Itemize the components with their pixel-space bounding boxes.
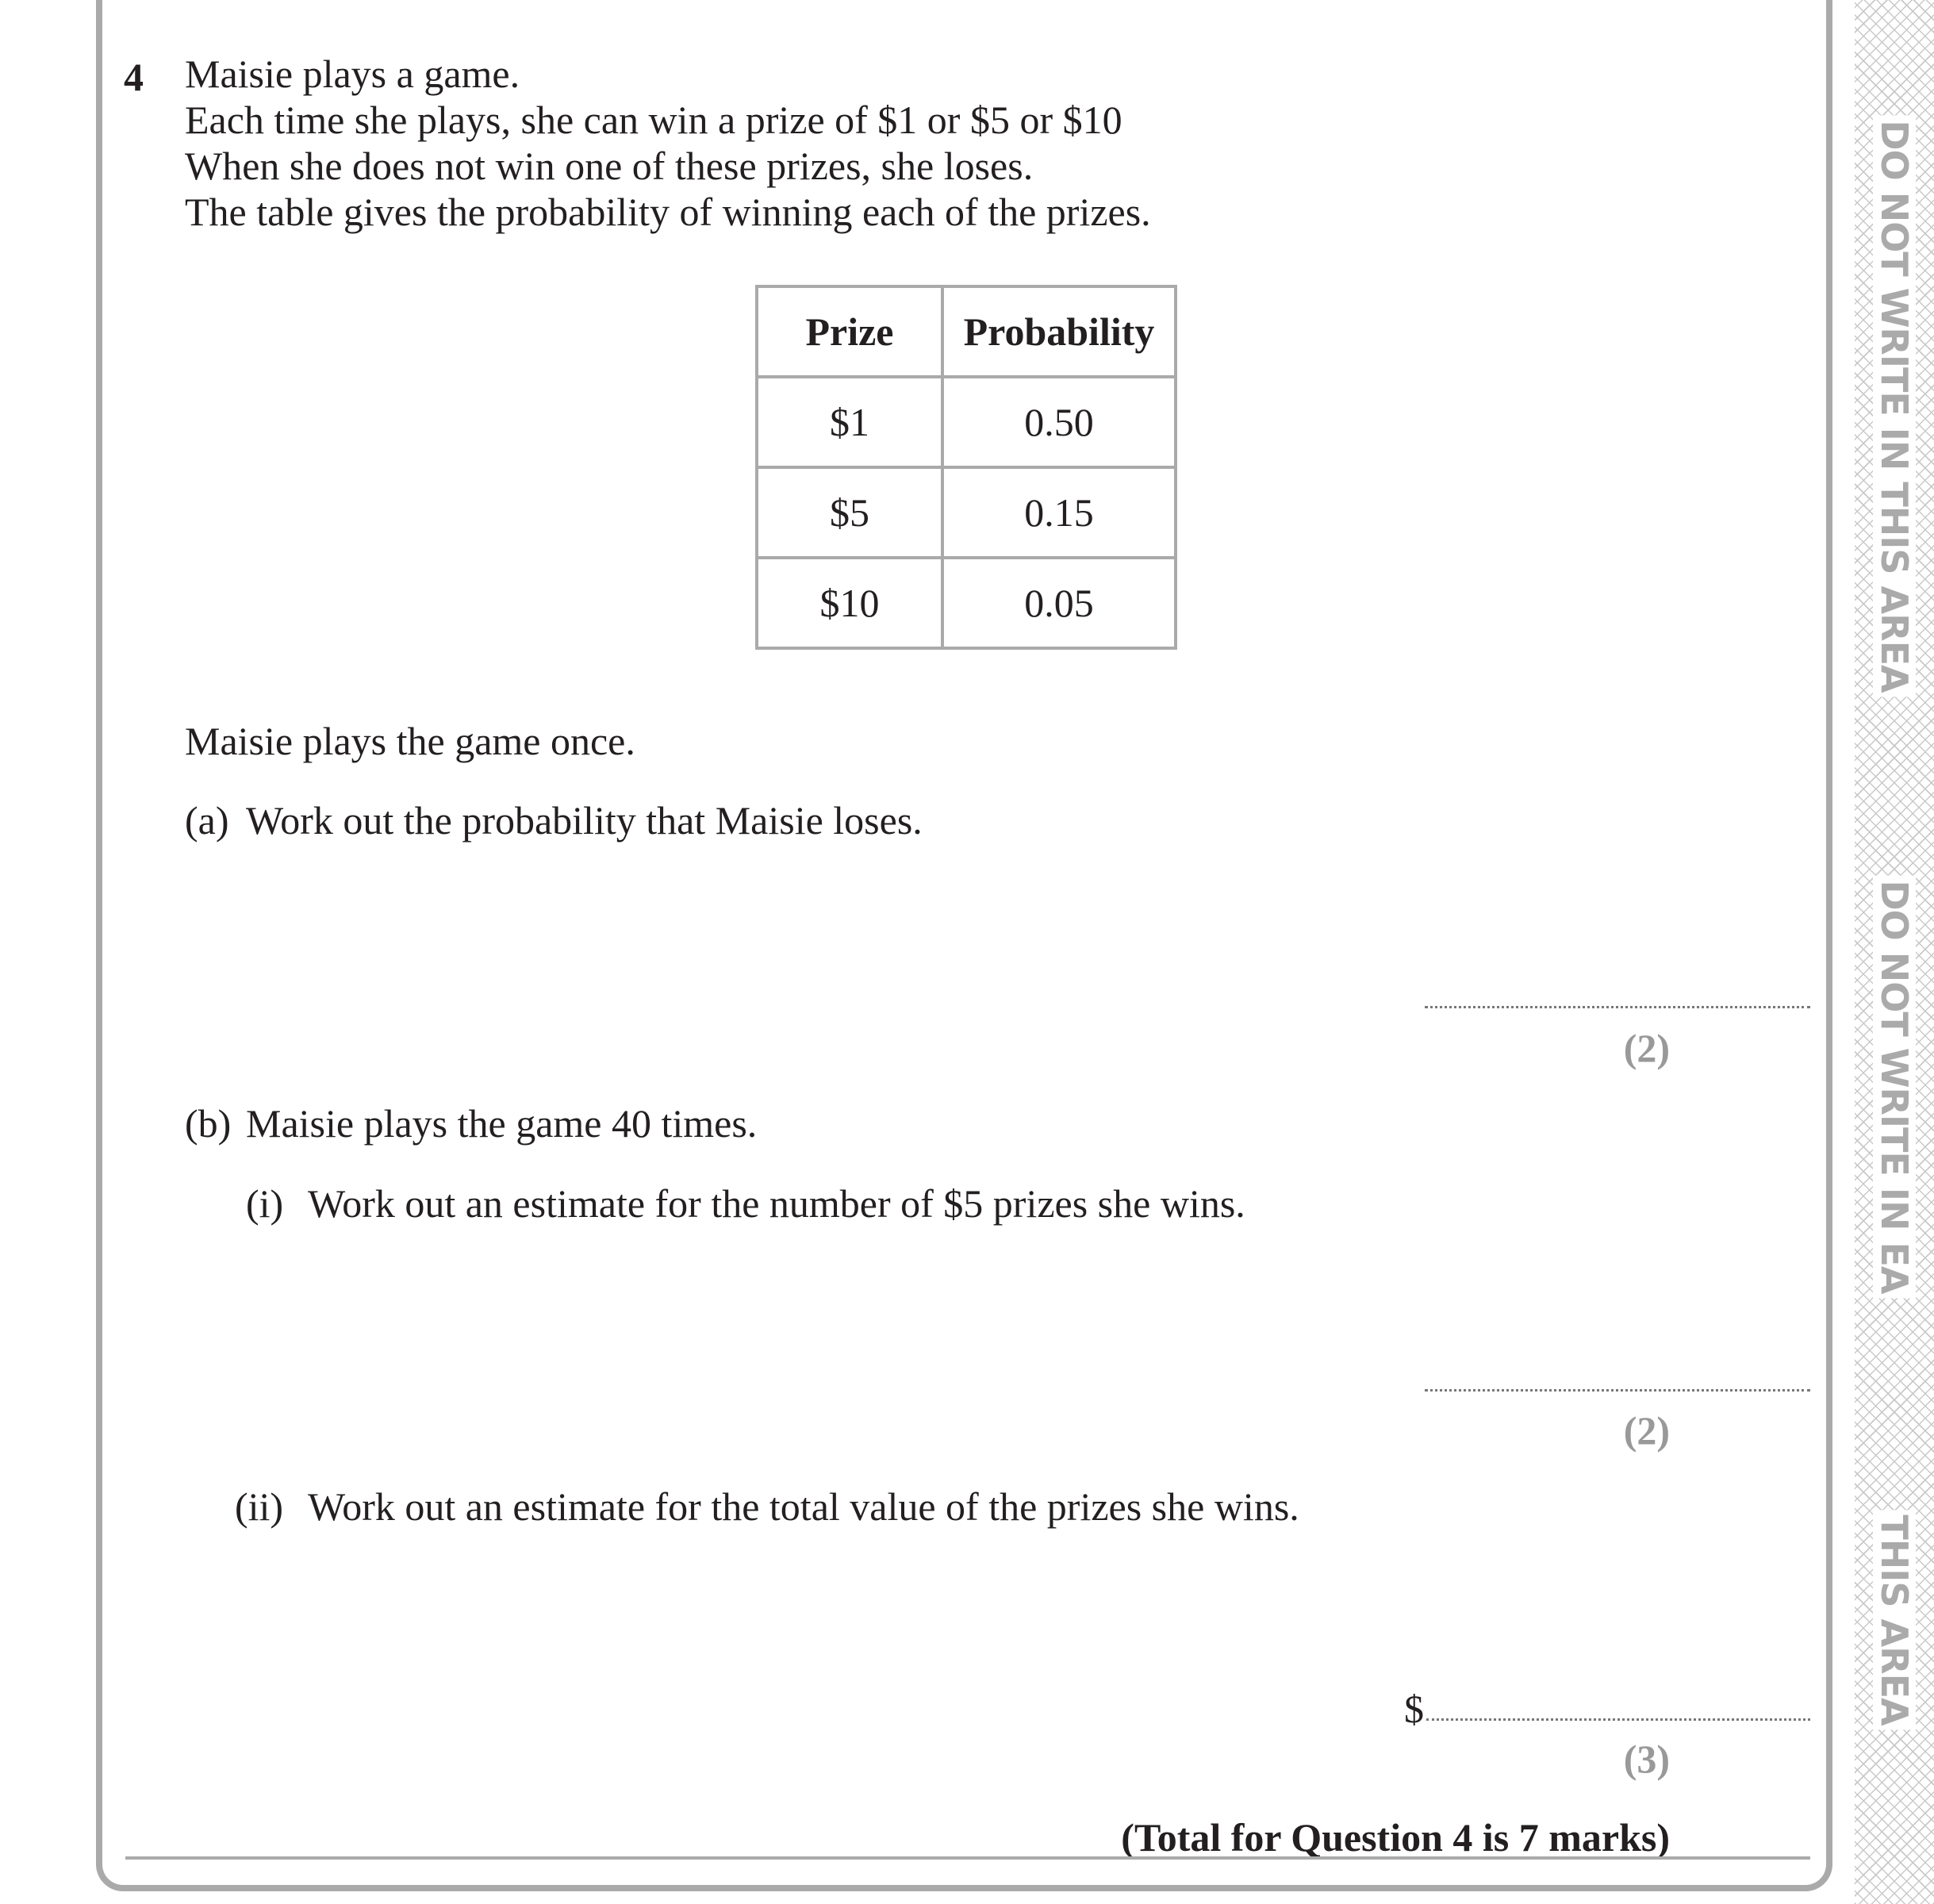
marks-a: (2) (1623, 1026, 1670, 1070)
table-row (757, 558, 1176, 648)
part-b-i-label: (i) (246, 1181, 284, 1226)
prize-cell: $1 (757, 377, 942, 467)
margin-warning-middle: DO NOT WRITE IN EA (1873, 875, 1916, 1298)
header-probability: Probability (942, 286, 1176, 377)
table-row (757, 467, 1176, 558)
page-border (96, 0, 1832, 1891)
intro-line-1: Maisie plays a game. (185, 52, 520, 96)
part-b-i-text: Work out an estimate for the number of $5 prizes she wins. (308, 1181, 1245, 1226)
intro-line-4: The table gives the probability of winning each of the prizes. (185, 190, 1151, 234)
part-b-text: Maisie plays the game 40 times. (246, 1101, 758, 1146)
prize-cell: $5 (757, 467, 942, 558)
question-number: 4 (124, 55, 144, 99)
prize-probability-table (755, 285, 1177, 650)
part-b-ii-text: Work out an estimate for the total value of the prizes she wins. (308, 1484, 1299, 1529)
part-a-text: Work out the probability that Maisie loses. (246, 798, 923, 843)
part-b-label: (b) (185, 1101, 232, 1146)
intro-line-3: When she does not win one of these prizes, she loses. (185, 144, 1034, 188)
prize-cell: $10 (757, 558, 942, 648)
answer-prefix-dollar: $ (1404, 1687, 1424, 1731)
table-row (757, 377, 1176, 467)
bottom-rule (125, 1856, 1810, 1860)
probability-cell: 0.15 (942, 467, 1176, 558)
table-header-row (757, 286, 1176, 377)
answer-line-b-ii[interactable] (1426, 1718, 1810, 1721)
answer-line-a[interactable] (1425, 1006, 1810, 1008)
part-a-label: (a) (185, 798, 229, 843)
answer-line-b-i[interactable] (1425, 1389, 1810, 1392)
intro-line-2: Each time she plays, she can win a prize of $1 or $5 or $10 (185, 98, 1122, 142)
header-prize: Prize (757, 286, 942, 377)
plays-once-text: Maisie plays the game once. (185, 719, 635, 763)
part-b-ii-label: (ii) (235, 1484, 284, 1529)
probability-cell: 0.05 (942, 558, 1176, 648)
marks-b-i: (2) (1623, 1408, 1670, 1453)
marks-b-ii: (3) (1623, 1737, 1670, 1781)
margin-warning-top: DO NOT WRITE IN THIS AREA (1873, 115, 1916, 697)
margin-warning-bottom: THIS AREA (1873, 1510, 1916, 1729)
probability-cell: 0.50 (942, 377, 1176, 467)
question-total: (Total for Question 4 is 7 marks) (1121, 1815, 1670, 1860)
